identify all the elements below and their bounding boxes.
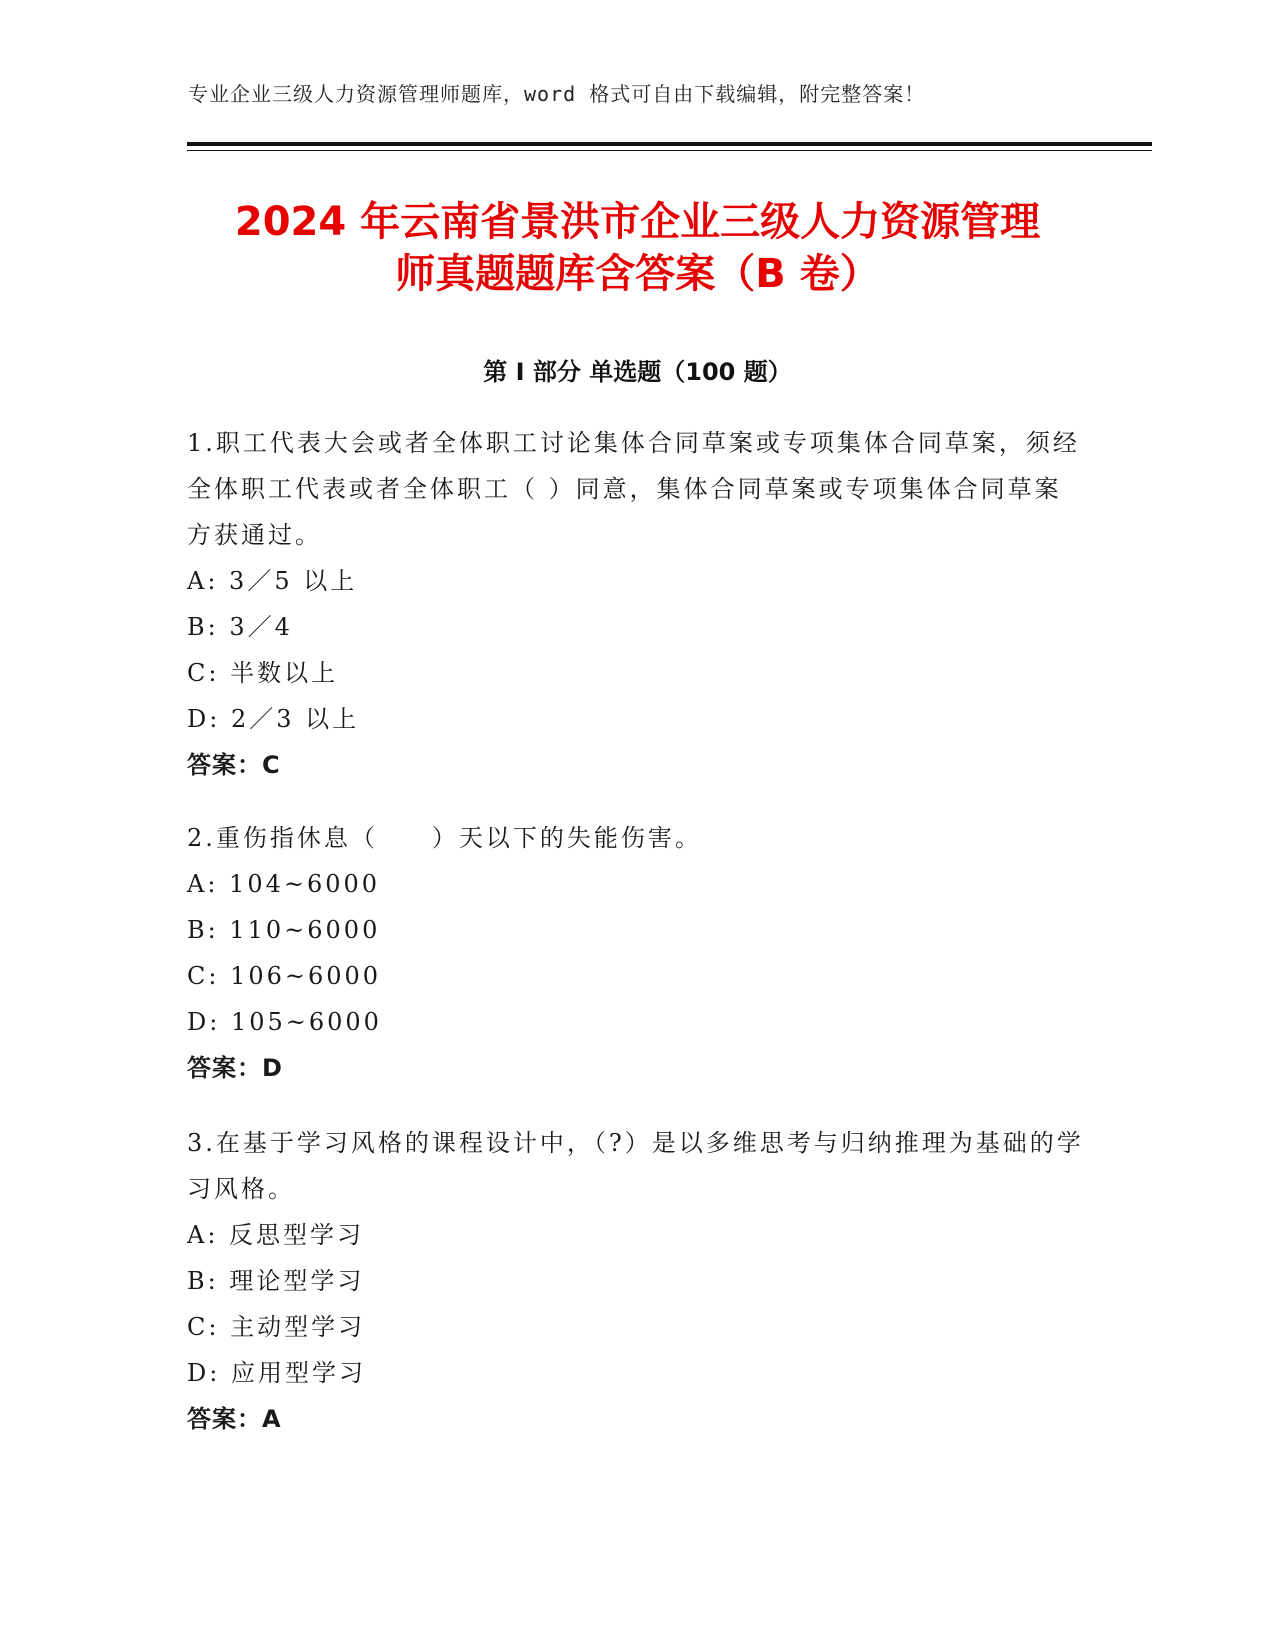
header-note: 专业企业三级人力资源管理师题库，word 格式可自由下载编辑，附完整答案！: [188, 82, 926, 106]
question-2: [187, 815, 1087, 1091]
answer: 答案：C: [187, 751, 281, 779]
question-stem: 2.重伤指休息（ ）天以下的失能伤害。: [187, 824, 702, 852]
answer: 答案：A: [187, 1405, 282, 1433]
option-a: A: 反思型学习: [187, 1221, 365, 1249]
question-stem: 1.职工代表大会或者全体职工讨论集体合同草案或专项集体合同草案，须经全体职工代表或者全体职工（ ）同意，集体合同草案或专项集体合同草案方获通过。: [187, 429, 1080, 549]
option-b: B: 理论型学习: [187, 1267, 365, 1295]
option-d: D: 2／3 以上: [187, 705, 360, 733]
option-c: C: 主动型学习: [187, 1313, 366, 1341]
title-line-1: 2024 年云南省景洪市企业三级人力资源管理: [234, 199, 1041, 245]
document-title: [120, 196, 1155, 300]
question-1: [187, 420, 1087, 788]
header-rule-thin: [187, 150, 1152, 151]
option-a: A: 104~6000: [187, 870, 381, 898]
question-3: [187, 1120, 1087, 1442]
option-b: B: 110~6000: [187, 916, 381, 944]
answer: 答案：D: [187, 1054, 283, 1082]
section-title: 第 I 部分 单选题（100 题）: [483, 358, 792, 386]
option-c: C: 半数以上: [187, 659, 339, 687]
option-d: D: 应用型学习: [187, 1359, 366, 1387]
option-d: D: 105~6000: [187, 1008, 382, 1036]
header-rule-thick: [187, 142, 1152, 146]
title-line-2: 师真题题库含答案（B 卷）: [395, 251, 880, 297]
option-c: C: 106~6000: [187, 962, 382, 990]
option-b: B: 3／4: [187, 613, 293, 641]
question-stem: 3.在基于学习风格的课程设计中，（?）是以多维思考与归纳推理为基础的学习风格。: [187, 1129, 1084, 1203]
option-a: A: 3／5 以上: [187, 567, 358, 595]
